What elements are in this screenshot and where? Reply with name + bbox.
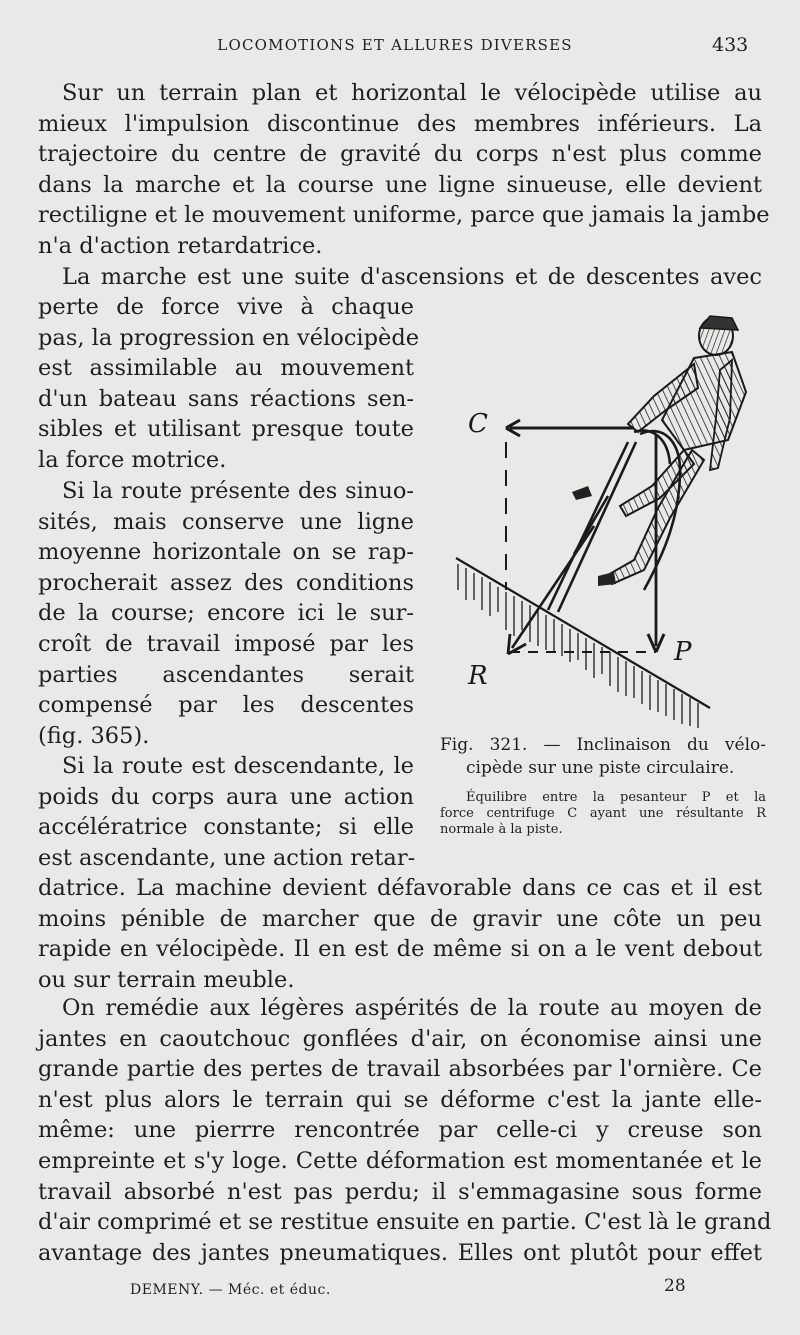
- paragraph-4-continued: [38, 873, 762, 995]
- text-line: mieux l'impulsion discontinue des membres inférieurs. La: [38, 110, 762, 137]
- legend-line: force centrifuge C ayant une résultante R: [440, 806, 766, 821]
- paragraph-3: [38, 476, 414, 751]
- paragraph-1: [38, 78, 770, 262]
- text-line: est ascendante, une action retar-: [38, 844, 416, 871]
- text-line: grande partie des pertes de travail absorbées par l'ornière. Ce: [38, 1056, 762, 1083]
- figure-legend: [440, 790, 766, 838]
- text-line: d'un bateau sans réactions sen-: [38, 385, 414, 412]
- text-line: accélératrice constante; si elle: [38, 814, 414, 841]
- text-line: est assimilable au mouvement: [38, 355, 414, 382]
- running-title: LOCOMOTIONS ET ALLURES DIVERSES: [217, 36, 573, 54]
- text-line: sités, mais conserve une ligne: [38, 508, 414, 535]
- text-line: ou sur terrain meuble.: [38, 966, 295, 993]
- text-line: perte de force vive à chaque: [38, 294, 414, 320]
- text-line: Si la route est descendante, le: [62, 753, 414, 779]
- track-hatching: [458, 564, 698, 728]
- text-line: (fig. 365).: [38, 722, 150, 749]
- text-line: de la course; encore ici le sur-: [38, 600, 414, 627]
- legend-line: normale à la piste.: [440, 822, 563, 837]
- text-line: On remédie aux légères aspérités de la route au moyen de: [62, 995, 762, 1021]
- label-c: C: [468, 409, 488, 439]
- text-line: empreinte et s'y loge. Cette déformation est momentanée et le: [38, 1147, 762, 1174]
- text-line: Sur un terrain plan et horizontal le vélocipède utilise au: [62, 80, 762, 106]
- text-line: n'a d'action retardatrice.: [38, 232, 323, 259]
- paragraph-5: [38, 993, 772, 1268]
- legend-line: Équilibre entre la pesanteur P et la: [466, 790, 766, 805]
- text-line: la force motrice.: [38, 446, 227, 473]
- text-line: pas, la progression en vélocipède: [38, 324, 420, 351]
- text-line: moins pénible de marcher que de gravir une côte un peu: [38, 905, 762, 932]
- text-line: rectiligne et le mouvement uniforme, parce que jamais la jambe: [38, 202, 770, 229]
- text-line: poids du corps aura une action: [38, 783, 414, 810]
- label-p: P: [674, 637, 692, 667]
- text-line: moyenne horizontale on se rap-: [38, 539, 414, 566]
- caption-line: Fig. 321. — Inclinaison du vélo-: [440, 735, 766, 755]
- text-line: Si la route présente des sinuo-: [62, 478, 414, 504]
- text-line: datrice. La machine devient défavorable dans ce cas et il est: [38, 875, 762, 901]
- force-r-arrow: [512, 526, 594, 648]
- text-line: travail absorbé n'est pas perdu; il s'emmagasine sous forme: [38, 1178, 762, 1205]
- footer-author: DEMENY. — Méc. et éduc.: [130, 1282, 331, 1298]
- figure-caption: [440, 734, 766, 780]
- track-line: [456, 558, 710, 708]
- text-line: La marche est une suite d'ascensions et de descentes avec: [62, 264, 762, 290]
- footer-signature: 28: [664, 1276, 686, 1296]
- paragraph-2: [38, 262, 762, 293]
- paragraph-4: [38, 751, 414, 873]
- text-line: jantes en caoutchouc gonflées d'air, on économise ainsi une: [38, 1025, 762, 1052]
- label-r: R: [468, 661, 488, 691]
- text-line: compensé par les descentes: [38, 692, 414, 719]
- page-number: 433: [712, 34, 749, 56]
- caption-line: cipède sur une piste circulaire.: [466, 758, 735, 778]
- text-line: n'est plus alors le terrain qui se déforme c'est la jante elle-: [38, 1086, 762, 1113]
- text-line: même: une pierrre rencontrée par celle-ci y creuse son: [38, 1117, 762, 1144]
- text-line: rapide en vélocipède. Il en est de même si on a le vent debout: [38, 936, 762, 963]
- text-line: trajectoire du centre de gravité du corps n'est plus comme: [38, 141, 762, 168]
- text-line: croît de travail imposé par les: [38, 630, 414, 657]
- text-line: sibles et utilisant presque toute: [38, 416, 414, 443]
- text-line: avantage des jantes pneumatiques. Elles ont plutôt pour effet: [38, 1239, 762, 1266]
- figure-cyclist-on-banked-track: [448, 300, 768, 730]
- text-line: parties ascendantes serait: [38, 661, 414, 688]
- cyclist-figure: [572, 316, 746, 586]
- text-line: dans la marche et la course une ligne sinueuse, elle devient: [38, 171, 762, 198]
- paragraph-2-continued: [38, 292, 420, 476]
- text-line: procherait assez des conditions: [38, 569, 414, 596]
- text-line: d'air comprimé et se restitue ensuite en partie. C'est là le grand: [38, 1209, 772, 1236]
